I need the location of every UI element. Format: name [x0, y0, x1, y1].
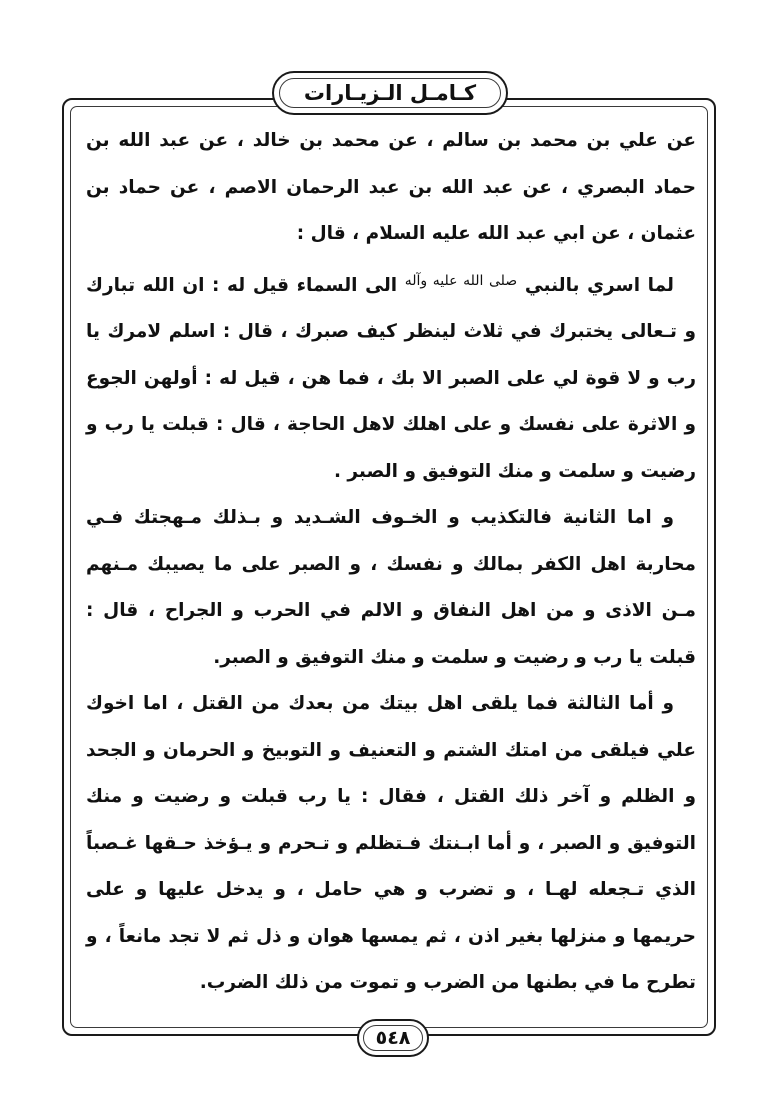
page-number: ٥٤٨ [375, 1027, 411, 1049]
paragraph-text: لما اسري بالنبي [524, 274, 674, 296]
page-number-badge [357, 1019, 429, 1057]
honorific-symbol: صلى الله عليه وآله [404, 272, 518, 289]
paragraph-first-trial [86, 258, 696, 496]
paragraph-text: الى السماء قيل له : ان الله تبارك و تـعالى يختبرك في ثلاث لينظر كيف صبرك ، قال : اسلم لامرك يا رب و لا قوة لي على الصبر الا بك ، فما هن ، قيل له : أولهن الجوع و الاثرة على نفسك و على اهلك لاهل الحاجة ، قال : قبلت يا رب و رضيت و سلمت و منك التوفيق و الصبر . [86, 274, 696, 482]
paragraph-second-trial: و اما الثانية فالتكذيب و الخـوف الشـديد و بـذلك مـهجتك فـي محاربة اهل الكفر بمالك و نفسك ، و الصبر على ما يصيبك مـنهم مـن الاذى و من اهل النفاق و الالم في الحرب و الجراح ، قال : قبلت يا رب و رضيت و سلمت و منك التوفيق و الصبر. [86, 507, 696, 668]
running-header [272, 71, 508, 115]
paragraph-isnad: عن علي بن محمد بن سالم ، عن محمد بن خالد ، عن عبد الله بن حماد البصري ، عن عبد الله بن عبد الرحمان الاصم ، عن حماد بن عثمان ، عن ابي عبد الله عليه السلام ، قال : [86, 130, 696, 244]
page-body [86, 118, 696, 1007]
book-title: كـامـل الـزيـارات [303, 81, 477, 105]
paragraph-third-trial: و أما الثالثة فما يلقى اهل بيتك من بعدك من القتل ، اما اخوك علي فيلقى من امتك الشتم و التعنيف و التوبيخ و الحرمان و الجحد و الظلم و آخر ذلك القتل ، فقال : يا رب قبلت و رضيت و منك التوفيق و الصبر ، و أما ابـنتك فـتظلم و تـحرم و يـؤخذ حـقها غـصباً الذي تـجعله لهـا ، و تضرب و هي حامل ، و يدخل عليها و على حريمها و منزلها بغير اذن ، ثم يمسها هوان و ذل ثم لا تجد مانعاً ، و تطرح ما في بطنها من الضرب و تموت من ذلك الضرب. [86, 693, 696, 993]
